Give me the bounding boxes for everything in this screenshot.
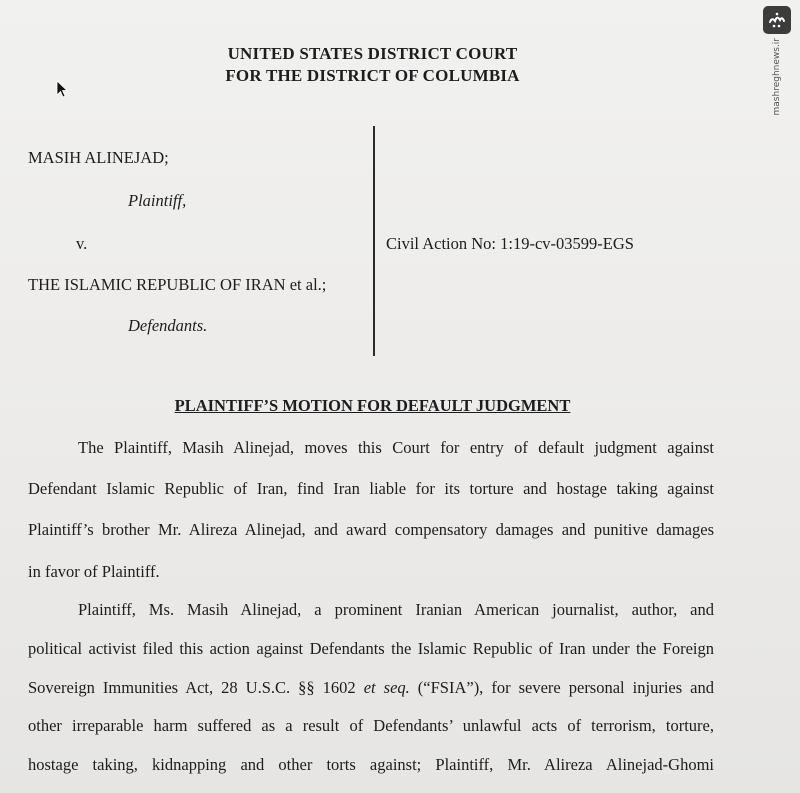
paragraph-line: political activist filed this action against Defendants the Islamic Republic of Iran under the Foreign	[28, 639, 714, 658]
defendant-role: Defendants.	[128, 316, 208, 335]
paragraph-line: other irreparable harm suffered as a result of Defendants’ unlawful acts of terrorism, torture,	[28, 716, 714, 735]
watermark-site: mashreghnews.ir	[772, 38, 782, 116]
paragraph-line: Defendant Islamic Republic of Iran, find Iran liable for its torture and hostage taking against	[28, 479, 714, 498]
paragraph-line: The Plaintiff, Masih Alinejad, moves this Court for entry of default judgment against	[78, 438, 714, 457]
watermark	[760, 6, 794, 124]
paragraph-line: in favor of Plaintiff.	[28, 562, 160, 581]
mouse-pointer-icon	[56, 80, 68, 98]
paragraph-line: Plaintiff, Ms. Masih Alinejad, a prominent Iranian American journalist, author, and	[78, 600, 714, 619]
court-name: UNITED STATES DISTRICT COURT	[227, 44, 518, 63]
paragraph-line: hostage taking, kidnapping and other torts against; Plaintiff, Mr. Alireza Alinejad-Ghomi	[28, 755, 714, 774]
mashregh-logo-icon	[763, 6, 791, 34]
plaintiff-role: Plaintiff,	[128, 191, 187, 210]
civil-action-number: Civil Action No: 1:19-cv-03599-EGS	[386, 234, 634, 253]
motion-title: PLAINTIFF’S MOTION FOR DEFAULT JUDGMENT	[174, 396, 571, 415]
versus-label: v.	[76, 234, 88, 253]
defendant-name: THE ISLAMIC REPUBLIC OF IRAN et al.;	[28, 275, 327, 294]
court-district: FOR THE DISTRICT OF COLUMBIA	[225, 66, 520, 85]
caption-divider	[373, 126, 375, 356]
paragraph-line: Plaintiff’s brother Mr. Alireza Alinejad, and award compensatory damages and punitive damages	[28, 520, 714, 539]
plaintiff-name: MASIH ALINEJAD;	[28, 148, 169, 167]
paragraph-line: Sovereign Immunities Act, 28 U.S.C. §§ 1602 et seq. (“FSIA”), for severe personal injuries and	[28, 678, 714, 697]
